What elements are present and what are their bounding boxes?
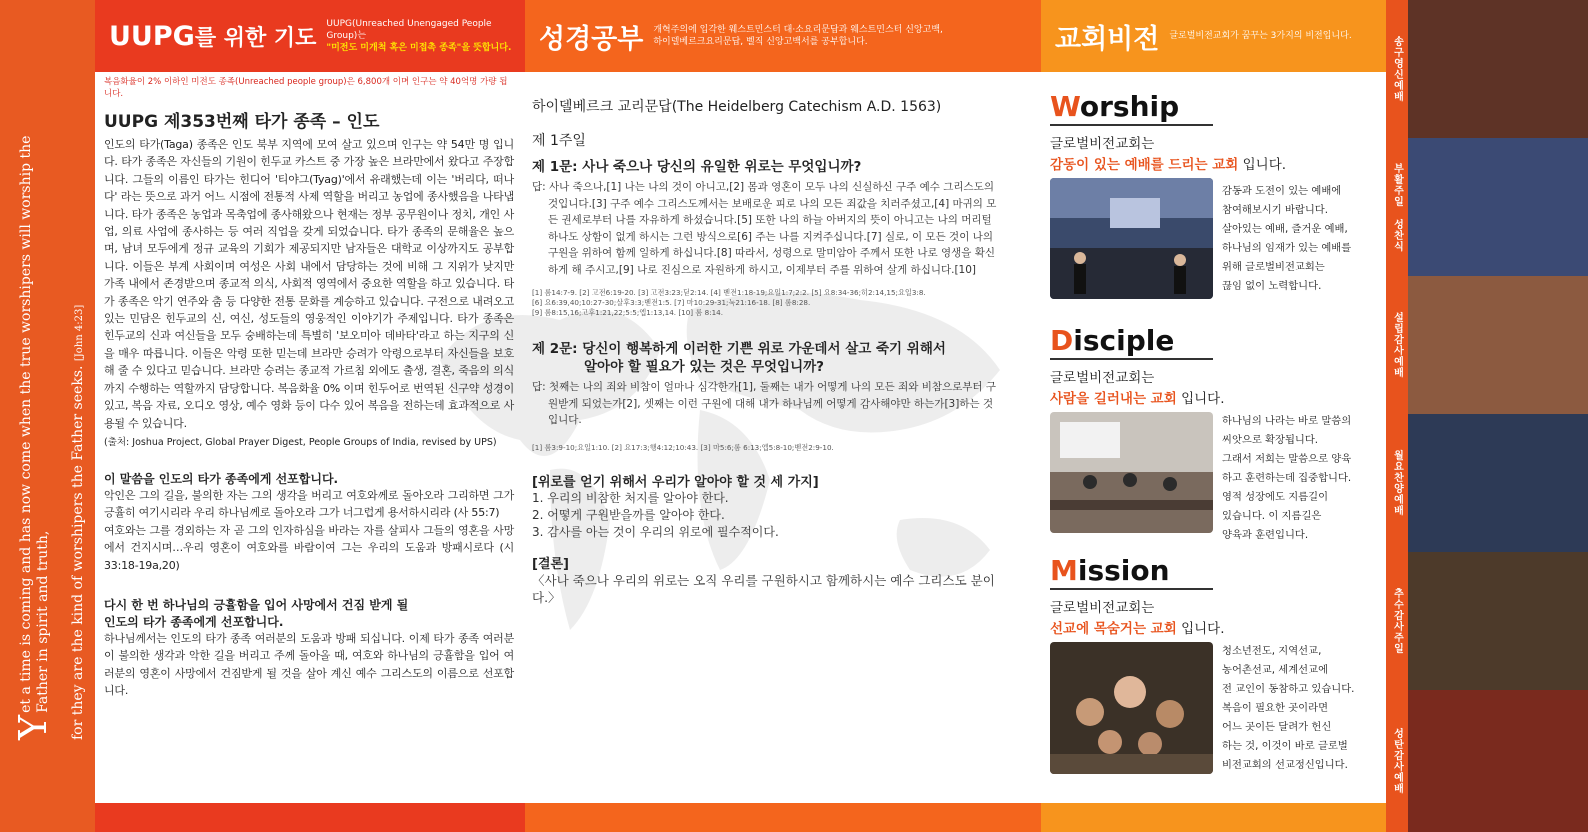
- bible-study-column: [532, 72, 1002, 606]
- photo-strip-item: 설립감사예배: [1386, 276, 1588, 414]
- disciple-line1: 글로벌비전교회는: [1050, 370, 1155, 386]
- header-bible-title: 성경공부: [539, 23, 644, 55]
- header-bible-desc: 개혁주의에 입각한 웨스트민스터 대·소요리문답과 웨스트민스터 신앙고백, 하이델베르크요리문답, 벨직 신앙고백서를 공부합니다.: [653, 25, 943, 47]
- photo-strip-item: 성탄감사예배: [1386, 690, 1588, 832]
- disciple-photo: [1050, 412, 1213, 533]
- photo-strip-item: 추수감사주일: [1386, 552, 1588, 690]
- uupg-verse2: 여호와는 그를 경외하는 자 곧 그의 인자하심을 바라는 자를 살피사 그들의 영혼을 사망에서 건지시며…우리 영혼이 여호와를 바람이여 그는 우리의 도움과 방패시로다 (시 33:18-19a,20): [104, 523, 514, 572]
- disciple-line2: 사람을 길러내는 교회 입니다.: [1050, 391, 1225, 407]
- verse-initial: Y: [11, 714, 55, 740]
- photo-strip-item: 부활주일 성찬식: [1386, 138, 1588, 276]
- verse-ref: [John 4:23]: [74, 304, 85, 362]
- three-things-list: [532, 490, 1002, 541]
- header-uupg: [95, 0, 525, 72]
- vision-worship: [1050, 90, 1380, 173]
- uupg-verse1: 악인은 그의 길을, 불의한 자는 그의 생각을 버리고 여호와께로 돌아오라 그리하면 그가 긍휼히 여기시리라 우리 하나님께로 돌아오라 그가 너그럽게 용서하시리라 (사 55:7): [104, 488, 514, 520]
- disciple-title: Disciple: [1050, 324, 1213, 360]
- list-item: 3. 감사를 아는 것이 우리의 위로에 필수적이다.: [532, 524, 779, 539]
- worship-photo: [1050, 178, 1213, 299]
- uupg-closing: 하나님께서는 인도의 타가 종족 여러분의 도움과 방패 되십니다. 이제 타가 종족 여러분이 불의한 생각과 악한 길을 버리고 주께 돌아올 때, 여호와 하나님의 긍휼함을 입어 여러분의 영혼이 사망에서 건짐받게 될 것을 살아 계신 예수 그리스도의 이름으로 선포합니다.: [104, 631, 514, 698]
- verse-line1: et a time is coming and has now come when the true worshipers will worship the Father in spirit and truth,: [18, 135, 51, 713]
- mission-desc: 청소년전도, 지역선교, 농어촌선교, 세계선교에 전 교인이 동참하고 있습니다. 복음이 필요한 곳이라면 어느 곳이든 달려가 헌신 하는 것, 이것이 바로 글로벌 비전교회의 선교정신입니다.: [1222, 645, 1355, 771]
- left-strip: [0, 0, 95, 832]
- uupg-proclaim2-b: 인도의 타가 종족에게 선포합니다.: [104, 614, 284, 629]
- worship-line2: 감동이 있는 예배를 드리는 교회 입니다.: [1050, 157, 1287, 173]
- bottom-bar-1: [95, 803, 525, 832]
- worship-desc: 감동과 도전이 있는 예배에 참여해보시기 바랍니다. 살아있는 예배, 즐거운 예배, 하나님의 임재가 있는 예배를 위해 글로벌비전교회는 끊임 없이 노력합니다.: [1222, 185, 1352, 292]
- uupg-body: 인도의 타가(Taga) 종족은 인도 북부 지역에 모여 살고 있으며 인구는 약 54만 명 입니다. 타가 종족은 자신들의 기원이 힌두교 카스트 중 가장 높은 브라만에서 왔다고 주장합니다. 그들의 이름인 타가는 힌디어 '티야그(Tyag)'에서 유래했는데 이는 '버리다, 떠나다' 라는 뜻으로 과거 어느 시점에 전통적 사제 역할을 버리고 농업에 종사했음을 나타냅니다. 타가 종족은 농업과 목축업에 종사해왔으나 현재는 정부 공무원이나 정치, 개인 사업, 의료 사업에 종사하는 등 여러 직업을 갖게 되었습니다. 타가 종족의 문해율은 높으며, 남녀 모두에게 정규 교육의 기회가 제공되지만 남자들은 대학교 이상까지도 공부합니다. 이들은 부계 사회이며 여성은 사회 내에서 담당하는 것에 비해 그 지위가 낮지만 가족 내에서 존경받으며 종교적 의식, 사회적 영역에서 중요한 역할을 하고 있습니다. 타가 종족은 악기 연주와 춤 등 다양한 전통 문화를 계승하고 있습니다. 구전으로 내려오고 있는 민담은 힌두교의 신, 여신, 성도들의 영웅적인 이야기가 주제입니다. 타가 종족은 힌두교의 신과 여신들을 모두 숭배하는데 특별히 '보오미아 데바타'라고 하는 지구의 신을 매우 따릅니다. 이들은 악령 또한 믿는데 브라만 승려가 악령으로부터 자신들을 보호해 줄 수 있다고 믿습니다. 브라만 승려는 종교적 가르침 외에도 출생, 결혼, 죽음의 의식까지 수행하는 역할까지 담당합니다. 복음화율 0% 이며 힌두어로 번역된 신구약 성경이 있고, 복음 자료, 오디오 영상, 예수 영화 등이 다수 있어 복음을 전하는데 효과적으로 사용될 수 있습니다.: [104, 138, 514, 430]
- uupg-column: [104, 72, 514, 700]
- disciple-desc: 하나님의 나라는 바로 말씀의 씨앗으로 확장됩니다. 그래서 저희는 말씀으로 양육 하고 훈련하는데 집중합니다. 영적 성장에도 지름길이 있습니다. 이 지름길은 양육과 훈련입니다.: [1222, 415, 1352, 541]
- mission-photo: [1050, 642, 1213, 774]
- answer-2: 답: 첫째는 나의 죄와 비참이 얼마나 심각한가[1], 둘째는 내가 어떻게 나의 모든 죄와 비참으로부터 구원받게 되었는가[2], 셋째는 이런 구원에 대해 내가 하나님께 어떻게 감사해야만 하는가[3]하는 것입니다.: [532, 381, 997, 426]
- list-item: 2. 어떻게 구원받을까를 알아야 한다.: [532, 507, 725, 522]
- photo-strip-item: 송구영신예배: [1386, 0, 1588, 138]
- header-vision: [1041, 0, 1386, 72]
- vision-mission: [1050, 554, 1380, 637]
- catechism-week: 제 1주일: [532, 133, 586, 149]
- uupg-proclaim-title: 이 말씀을 인도의 타가 종족에게 선포합니다.: [104, 471, 339, 486]
- mission-line1: 글로벌비전교회는: [1050, 600, 1155, 616]
- conclusion-text: 〈사나 죽으나 우리의 위로는 오직 우리를 구원하시고 함께하시는 예수 그리스도 분이다.〉: [532, 572, 995, 605]
- header-bible-study: [525, 0, 1041, 72]
- photo-strip: [1386, 0, 1588, 832]
- vision-disciple: [1050, 324, 1380, 407]
- verse-line2: for they are the kind of worshipers the Father seeks.: [70, 365, 86, 740]
- photo-strip-item: 월요찬양예배: [1386, 414, 1588, 552]
- uupg-proclaim2-a: 다시 한 번 하나님의 긍휼함을 입어 사망에서 건짐 받게 될: [104, 597, 409, 612]
- refs-1: [1] 롬14:7-9. [2] 고전6:19-20. [3] 고전3:23;딛2:14. [4] 벧전1:18-19;요일1:7;2:2. [5] 요8:34-36;히2:14,15;요일3:8. [6] 요6:39,40;10:27-30;살후3:3;벧전1:5. [7] 마10:29-31;눅21:16-18. [8] 롬8:28. [9] 롬8:15,16;고후1:21,22;5:5;엡1:13,14. [10] 롬 8:14.: [532, 288, 926, 317]
- header-vision-desc: 글로벌비전교회가 꿈꾸는 3가지의 비전입니다.: [1169, 31, 1352, 41]
- uupg-note: 복음화율이 2% 이하인 미전도 종족(Unreached people group)은 6,800개 이며 인구는 약 40억명 가량 됩니다.: [104, 77, 508, 99]
- catechism-title: 하이델베르크 교리문답(The Heidelberg Catechism A.D. 1563): [532, 99, 942, 115]
- strip-verse: [11, 120, 88, 740]
- list-item: 1. 우리의 비참한 처지를 알아야 한다.: [532, 490, 729, 505]
- three-things-heading: [위로를 얻기 위해서 우리가 알아야 할 것 세 가지]: [532, 474, 819, 490]
- question-1: 제 1문: 사나 죽으나 당신의 유일한 위로는 무엇입니까?: [532, 159, 862, 175]
- answer-1: 답: 사나 죽으나,[1] 나는 나의 것이 아니고,[2] 몸과 영혼이 모두 나의 신실하신 구주 예수 그리스도의 것입니다.[3] 구주 예수 그리스도께서는 보배로운 피로 나의 모든 죄값을 치러주셨고,[4] 마귀의 모든 권세로부터 나를 자유하게 하셨습니다.[5] 또한 나의 하늘 아버지의 뜻이 아니고는 나의 머리털 하나도 상함이 없게 하시는 그런 방식으로[6] 주는 나를 지켜주십니다.[7] 실로, 이 모든 것이 나의 구원을 위하여 함께 일하게 하십니다.[8] 따라서, 성령으로 말미암아 주께서 또한 나로 영생을 확신하게 해 주시고,[9] 나로 진심으로 자원하게 하시고, 이제부터 주를 위하여 살게 하십니다.[10]: [532, 181, 997, 276]
- question-2: 제 2문: 당신이 행복하게 이러한 기쁜 위로 가운데서 살고 죽기 위해서 알아야 할 필요가 있는 것은 무엇입니까?: [532, 341, 946, 375]
- header-vision-title: 교회비전: [1055, 23, 1160, 55]
- mission-title: Mission: [1050, 554, 1213, 590]
- conclusion-heading: [결론]: [532, 556, 569, 572]
- header-uupg-desc: UUPG(Unreached Unengaged People Group)는 "미전도 미개척 혹은 미접촉 종족"을 뜻합니다.: [326, 19, 512, 53]
- refs-2: [1] 롬3:9-10;요일1:10. [2] 요17:3;행4:12;10:43. [3] 마5:6;롬 6:13;엡5:8-10;벧전2:9-10.: [532, 442, 834, 452]
- uupg-source: (출처: Joshua Project, Global Prayer Digest, People Groups of India, revised by UPS): [104, 436, 497, 448]
- uupg-title: UUPG 제353번째 타가 종족 – 인도: [104, 112, 380, 132]
- worship-title: Worship: [1050, 90, 1213, 126]
- header-uupg-title: UUPG를 위한 기도: [109, 20, 317, 52]
- bottom-bar-3: [1041, 803, 1386, 832]
- bottom-bar-2: [525, 803, 1041, 832]
- mission-line2: 선교에 목숨거는 교회 입니다.: [1050, 621, 1225, 637]
- worship-line1: 글로벌비전교회는: [1050, 136, 1155, 152]
